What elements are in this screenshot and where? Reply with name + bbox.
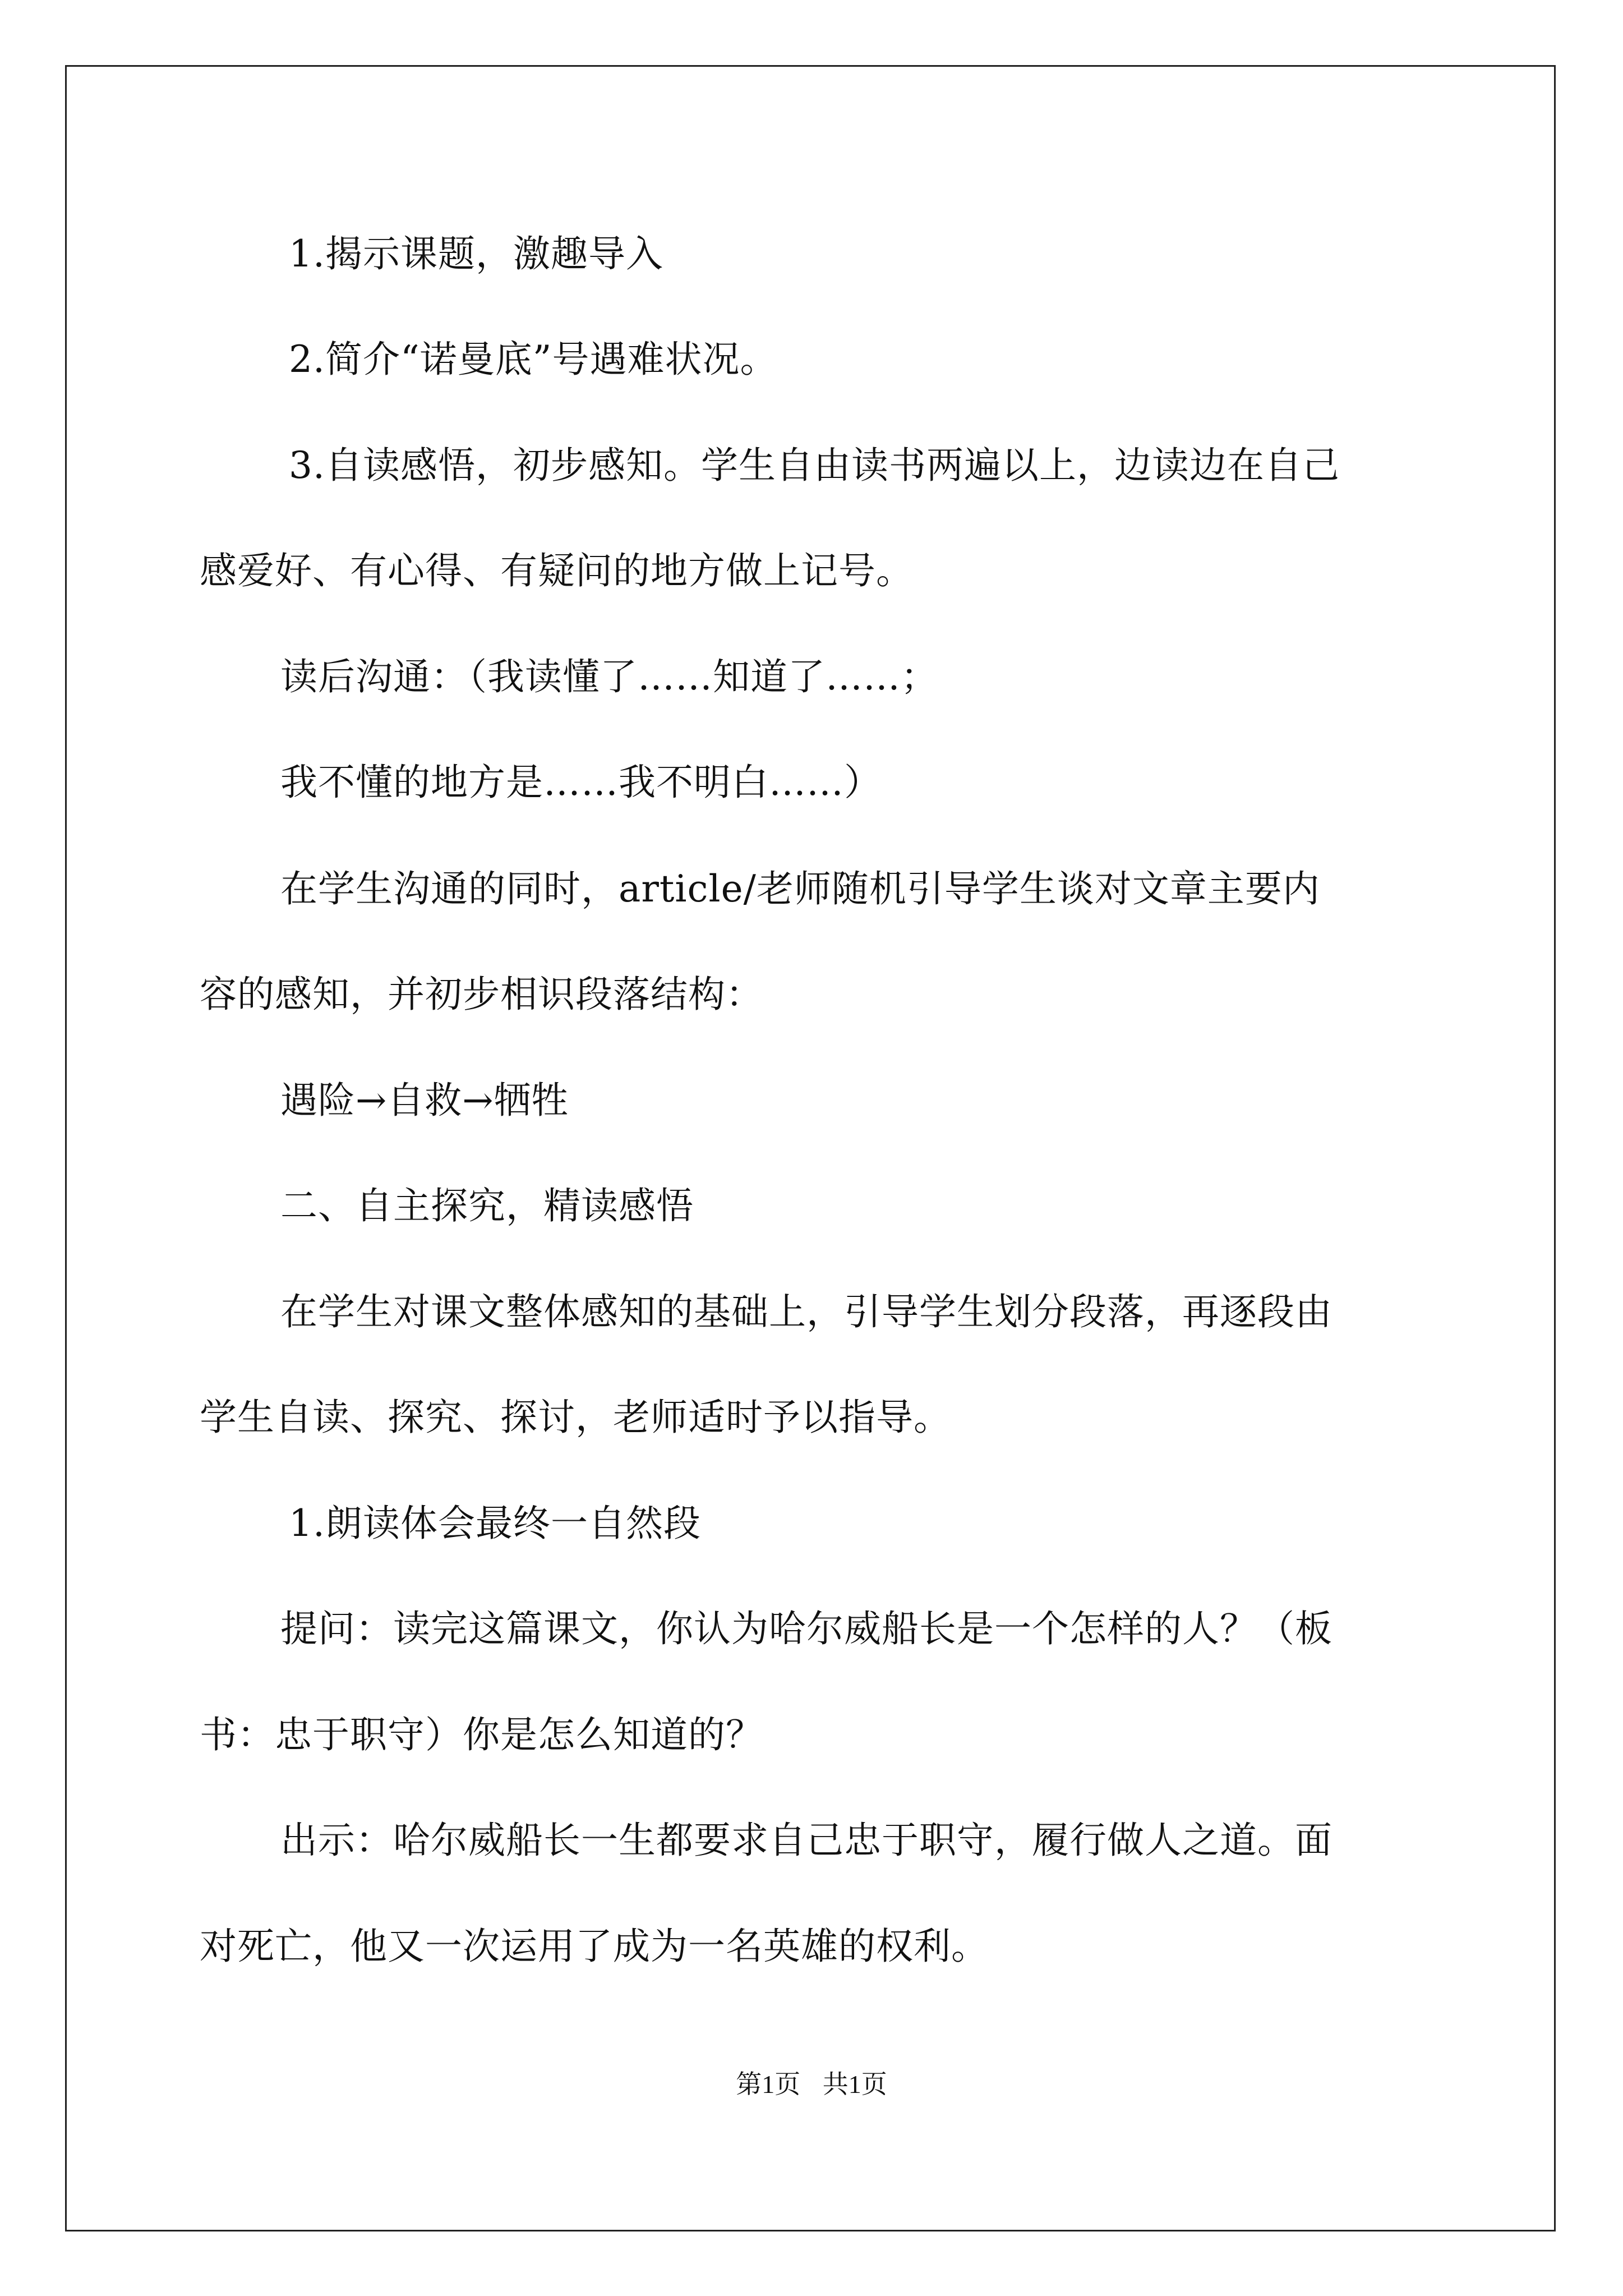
page-footer bbox=[0, 2072, 1623, 2097]
text-line: 对死亡，他又一次运用了成为一名英雄的权利。 bbox=[200, 1925, 989, 1968]
text-line: 在学生沟通的同时，article/老师随机引导学生谈对文章主要内 bbox=[280, 867, 1320, 910]
text-line: 读后沟通：（我读懂了……知道了……； bbox=[280, 655, 938, 698]
text-line: 感爱好、有心得、有疑问的地方做上记号。 bbox=[200, 549, 914, 592]
text-line: 学生自读、探究、探讨，老师适时予以指导。 bbox=[200, 1396, 951, 1439]
page-border bbox=[65, 65, 1556, 2231]
text-line: 出示：哈尔威船长一生都要求自己忠于职守，履行做人之道。面 bbox=[280, 1819, 1332, 1862]
text-line: 3.自读感悟，初步感知。学生自由读书两遍以上，边读边在自己 bbox=[289, 444, 1340, 487]
text-line: 1.朗读体会最终一自然段 bbox=[289, 1502, 701, 1545]
text-line: 书：忠于职守）你是怎么知道的？ bbox=[200, 1713, 763, 1756]
page-number: 第1页 bbox=[736, 2070, 801, 2099]
text-line: 在学生对课文整体感知的基础上，引导学生划分段落，再逐段由 bbox=[280, 1290, 1332, 1333]
text-line: 1.揭示课题，激趣导入 bbox=[289, 232, 663, 275]
text-line: 遇险→自救→牺牲 bbox=[280, 1079, 569, 1122]
section-heading: 二、自主探究，精读感悟 bbox=[280, 1184, 694, 1227]
text-line: 我不懂的地方是……我不明白……） bbox=[280, 761, 882, 804]
page-total: 共1页 bbox=[822, 2070, 887, 2099]
text-line: 提问：读完这篇课文，你认为哈尔威船长是一个怎样的人？（板 bbox=[280, 1607, 1332, 1650]
text-line: 2.简介“诺曼底”号遇难状况。 bbox=[289, 338, 778, 381]
text-line: 容的感知，并初步相识段落结构： bbox=[200, 973, 763, 1016]
